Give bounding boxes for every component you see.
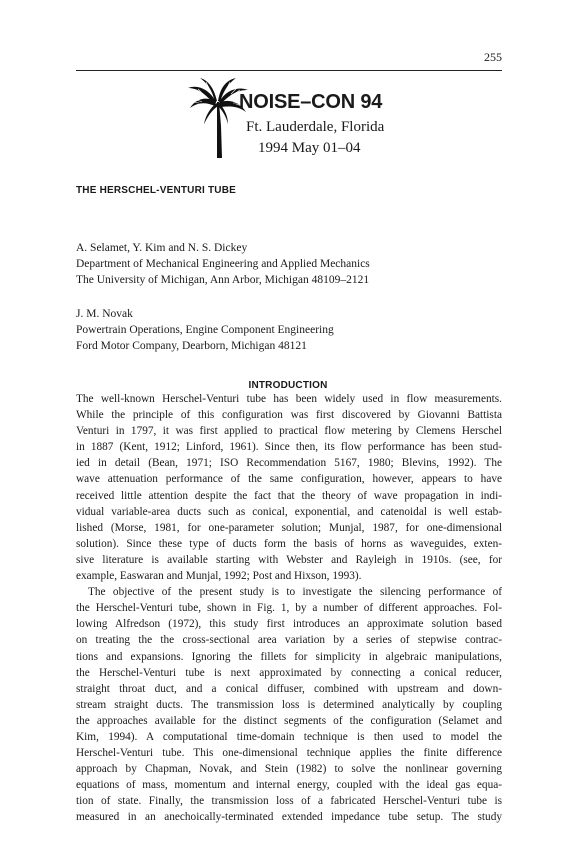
body-line: in 1887 (Kent, 1912; Linford, 1961). Since then, its flow performance has been stud- xyxy=(76,441,502,454)
body-line: tion of state. Finally, the transmission loss of a fabricated Herschel-Venturi tube is xyxy=(76,795,502,808)
body-line: While the principle of this configuration was first discovered by Giovanni Battista xyxy=(76,409,502,422)
body-line: lished (Morse, 1981, for one-parameter solution; Munjal, 1987, for one-dimensional xyxy=(76,521,502,534)
author-department: Powertrain Operations, Engine Component Engineering xyxy=(76,324,334,336)
author-names: A. Selamet, Y. Kim and N. S. Dickey xyxy=(76,242,248,254)
body-line: sive literature is available starting with Webster and Rayleigh in 1910s. (see, for xyxy=(76,553,502,566)
body-line: equations of mass, momentum and internal energy, coupled with the ideal gas equa- xyxy=(76,779,502,792)
body-line: The objective of the present study is to investigate the silencing performance of xyxy=(88,586,502,599)
author-names: J. M. Novak xyxy=(76,308,133,320)
body-line: the approaches available for the distinct segments of the configuration (Selamet and xyxy=(76,714,502,727)
body-line: Herschel-Venturi tube. This one-dimensional technique applies the finite difference xyxy=(76,747,502,760)
author-department: Department of Mechanical Engineering and Applied Mechanics xyxy=(76,258,370,270)
body-line: the Herschel-Venturi tube, shown in Fig. 1, by a number of different approaches. Fol- xyxy=(76,602,502,615)
body-line: wave attenuation performance of the same configuration, however, appears to have xyxy=(76,473,502,486)
body-line: the Herschel-Venturi tube is next approximated by connecting a conical reducer, xyxy=(76,666,502,679)
author-block-1 xyxy=(76,240,370,288)
body-line: Kim, 1994). A computational time-domain technique is then used to model the xyxy=(76,730,502,743)
paper-title: THE HERSCHEL-VENTURI TUBE xyxy=(76,185,237,196)
body-line: on treating the the cross-sectional area variation by a series of stepwise contrac- xyxy=(76,634,502,647)
body-line: vidual variable-area ducts such as conical, exponential, and catenoidal is well estab- xyxy=(76,505,502,518)
body-line: solution). Since these type of ducts form the basis of horns as waveguides, exten- xyxy=(76,537,502,550)
conference-name: NOISE–CON 94 xyxy=(239,91,383,113)
body-line: Venturi in 1797, it was first applied to practical flow metering by Clemens Herschel xyxy=(76,425,502,438)
body-line: example, Easwaran and Munjal, 1992; Post and Hixson, 1993). xyxy=(76,570,362,583)
body-line: stream straight ducts. The transmission loss is determined analytically by coupling xyxy=(76,698,502,711)
author-block-2 xyxy=(76,306,334,354)
author-institution: Ford Motor Company, Dearborn, Michigan 48121 xyxy=(76,340,307,352)
header-rule xyxy=(76,70,502,71)
body-line: ied in detail (Bean, 1971; ISO Recommendation 5167, 1980; Blevins, 1992). The xyxy=(76,457,502,470)
body-line: The well-known Herschel-Venturi tube has been widely used in flow measurements. xyxy=(76,393,502,405)
palm-tree-logo-icon xyxy=(186,76,250,160)
body-line: straight throat duct, and a conical diffuser, combined with upstream and down- xyxy=(76,682,502,695)
body-line: approach by Chapman, Novak, and Stein (1982) to solve the nonlinear governing xyxy=(76,763,502,776)
conference-location: Ft. Lauderdale, Florida xyxy=(246,119,385,135)
body-line: lowing Alfredson (1972), this study first introduces an approximate solution based xyxy=(76,618,502,631)
body-line: received little attention despite the fact that the theory of wave propagation in indi- xyxy=(76,489,502,502)
body-line: measured in an anechoically-terminated extended impedance tube setup. The study xyxy=(76,811,502,824)
section-heading: INTRODUCTION xyxy=(248,380,328,391)
page-number: 255 xyxy=(484,50,502,64)
body-line: tions and expansions. Ignoring the fillets for simplicity in algebraic manipulations, xyxy=(76,650,502,663)
conference-date: 1994 May 01–04 xyxy=(258,140,361,156)
author-institution: The University of Michigan, Ann Arbor, Michigan 48109–2121 xyxy=(76,274,370,286)
body-text xyxy=(76,391,502,826)
